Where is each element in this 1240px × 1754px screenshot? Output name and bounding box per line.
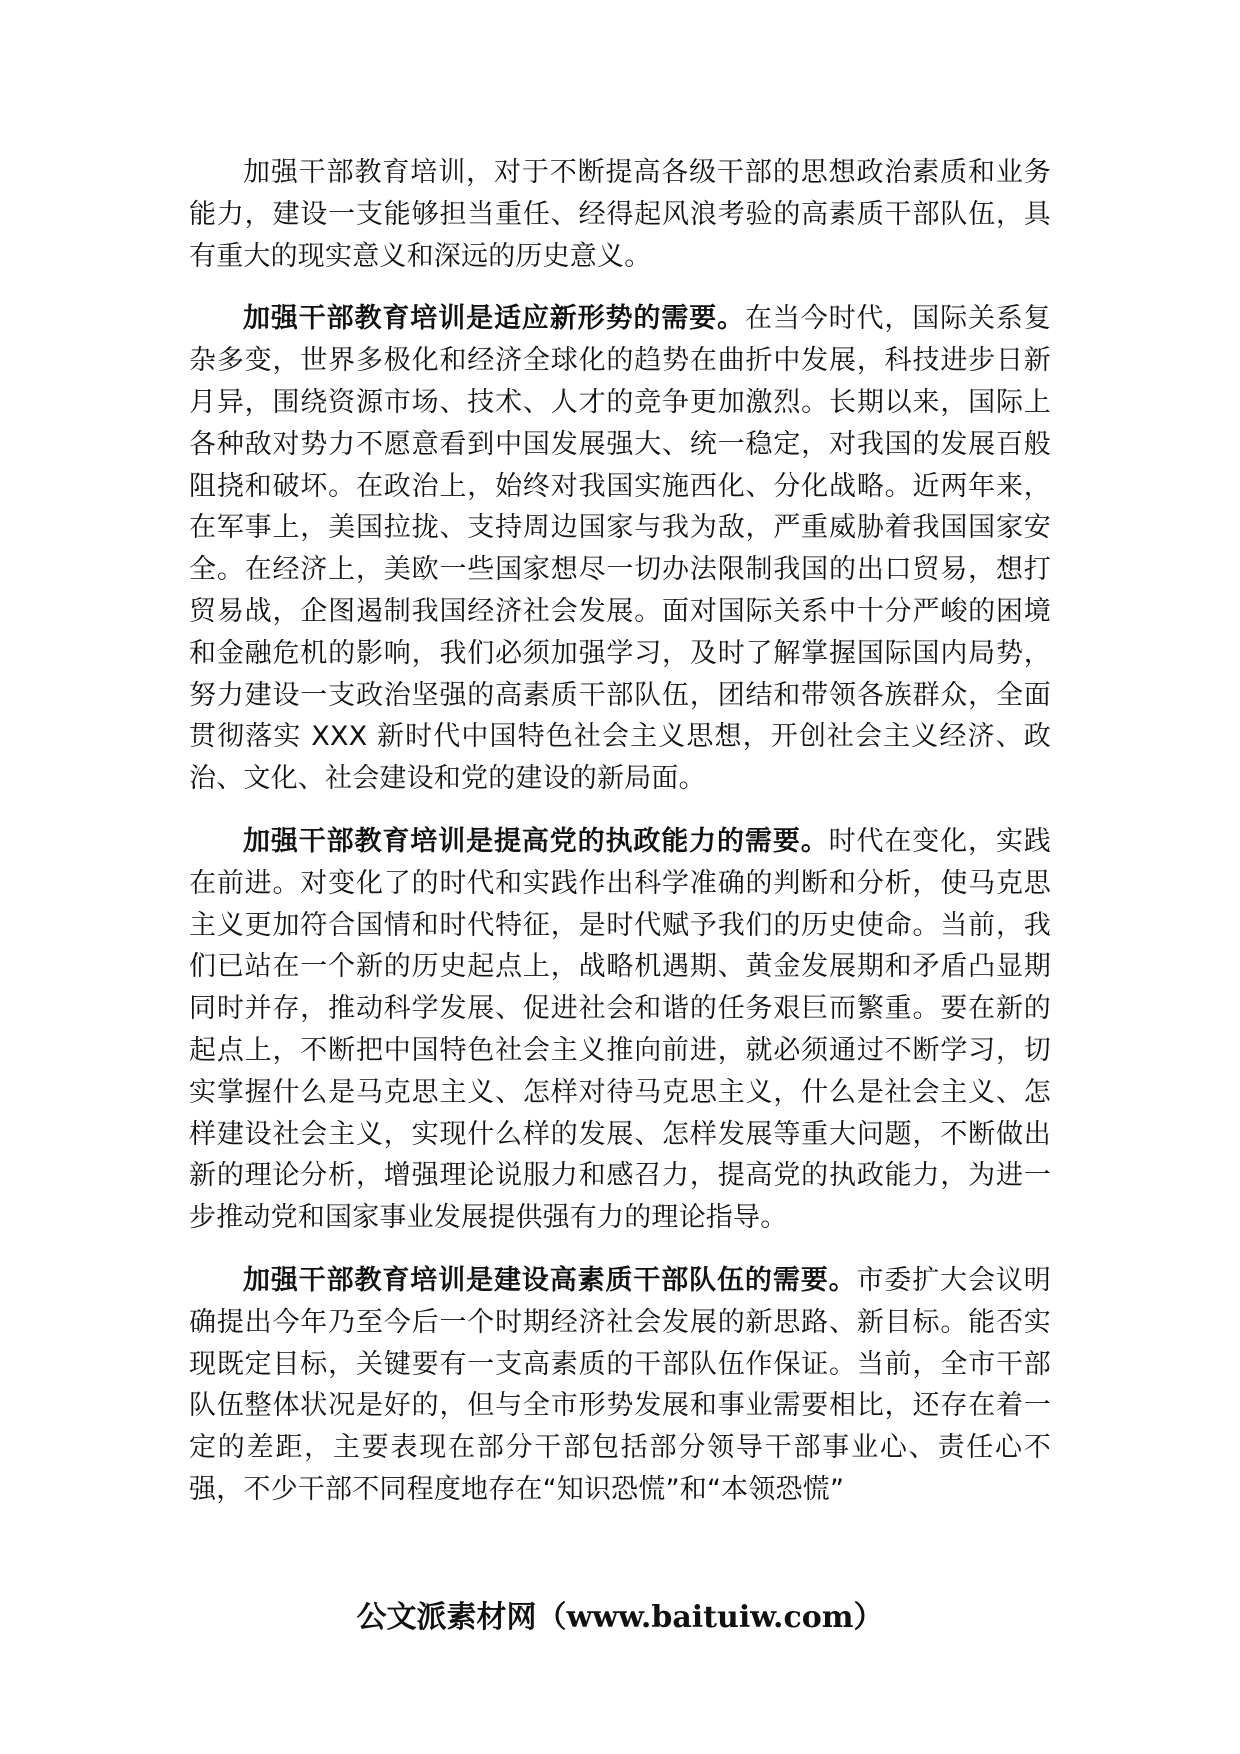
footer-watermark: 公文派素材网（www.baituiw.com） xyxy=(356,1600,884,1635)
paragraph-governing-ability xyxy=(189,821,1051,1239)
paragraph-lead: 加强干部教育培训是提高党的执政能力的需要。 xyxy=(243,825,829,857)
paragraph-text: 市委扩大会议明确提出今年乃至今后一个时期经济社会发展的新思路、新目标。能否实现既定目标，关键要有一支高素质的干部队伍作保证。当前，全市干部队伍整体状况是好的，但与全市形势发展和事业需要相比，还存在着一定的差距，主要表现在部分干部包括部分领导干部事业心、责任心不强，不少干部不同程度地存在“知识恐慌”和“本领恐慌” xyxy=(189,1264,1051,1505)
paragraph-intro xyxy=(189,152,1051,277)
paragraph-text: 在当今时代，国际关系复杂多变，世界多极化和经济全球化的趋势在曲折中发展，科技进步日新月异，围绕资源市场、技术、人才的竞争更加激烈。长期以来，国际上各种敌对势力不愿意看到中国发展强大、统一稳定，对我国的发展百般阻挠和破坏。在政治上，始终对我国实施西化、分化战略。近两年来，在军事上，美国拉拢、支持周边国家与我为敌，严重威胁着我国国家安全。在经济上，美欧一些国家想尽一切办法限制我国的出口贸易，想打贸易战，企图遏制我国经济社会发展。面对国际关系中十分严峻的困境和金融危机的影响，我们必须加强学习，及时了解掌握国际国内局势，努力建设一支政治坚强的高素质干部队伍，团结和带领各族群众，全面贯彻落实 XXX 新时代中国特色社会主义思想，开创社会主义经济、政治、文化、社会建设和党的建设的新局面。 xyxy=(189,303,1051,795)
paragraph-lead: 加强干部教育培训是建设高素质干部队伍的需要。 xyxy=(243,1264,857,1296)
paragraph-new-situation xyxy=(189,298,1051,800)
paragraph-lead: 加强干部教育培训是适应新形势的需要。 xyxy=(243,303,745,335)
paragraph-cadre-team xyxy=(189,1260,1051,1511)
paragraph-text: 时代在变化，实践在前进。对变化了的时代和实践作出科学准确的判断和分析，使马克思主义更加符合国情和时代特征，是时代赋予我们的历史使命。当前，我们已站在一个新的历史起点上，战略机遇期、黄金发展期和矛盾凸显期同时并存，推动科学发展、促进社会和谐的任务艰巨而繁重。要在新的起点上，不断把中国特色社会主义推向前进，就必须通过不断学习，切实掌握什么是马克思主义、怎样对待马克思主义，什么是社会主义、怎样建设社会主义，实现什么样的发展、怎样发展等重大问题，不断做出新的理论分析，增强理论说服力和感召力，提高党的执政能力，为进一步推动党和国家事业发展提供强有力的理论指导。 xyxy=(189,825,1051,1234)
document-body xyxy=(189,152,1051,1532)
paragraph-text: 加强干部教育培训，对于不断提高各级干部的思想政治素质和业务能力，建设一支能够担当重任、经得起风浪考验的高素质干部队伍，具有重大的现实意义和深远的历史意义。 xyxy=(189,157,1051,272)
